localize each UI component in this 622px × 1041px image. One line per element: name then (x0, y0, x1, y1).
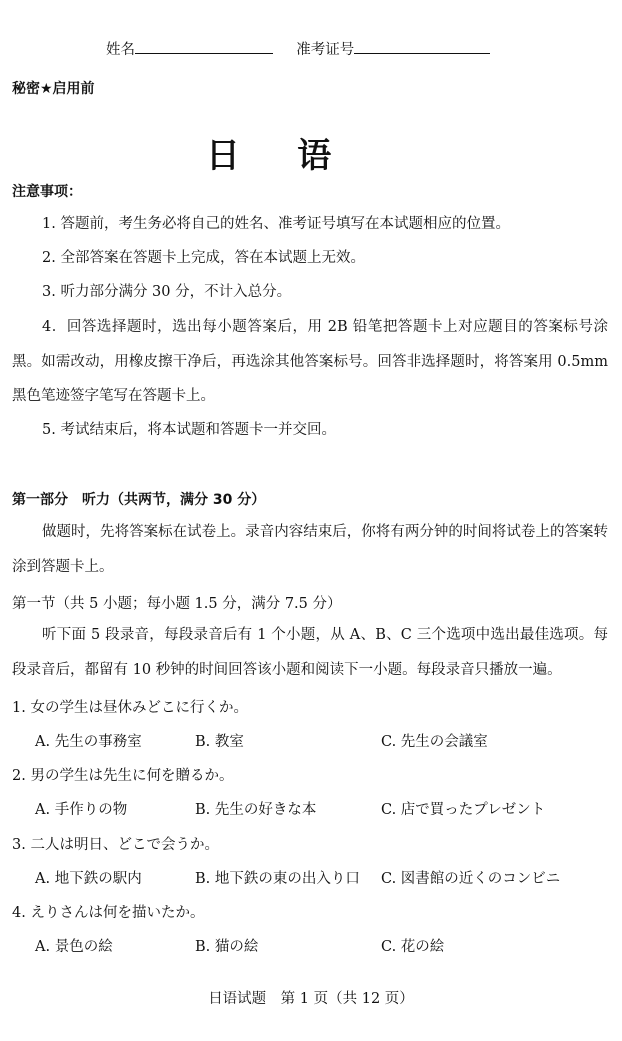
name-label: 姓名 (106, 42, 135, 58)
page-footer: 日语试题 第 1 页（共 12 页） (208, 991, 414, 1007)
question-2-option-b: B. 先生の好きな本 (195, 802, 317, 818)
confidential-label: 秘密★启用前 (12, 81, 95, 97)
question-3-option-a: A. 地下鉄の駅内 (35, 871, 142, 887)
name-blank (135, 39, 273, 54)
question-4-option-a: A. 景色の絵 (35, 939, 113, 955)
question-4-stem: 4. えりさんは何を描いたか。 (12, 905, 205, 921)
exam-id-label: 准考证号 (296, 42, 355, 58)
question-2-option-a: A. 手作りの物 (35, 802, 128, 818)
question-1-option-a: A. 先生の事務室 (35, 734, 142, 750)
question-4-option-c: C. 花の絵 (381, 939, 445, 955)
part1-intro: 做题时，先将答案标在试卷上。录音内容结束后，你将有两分钟的时间将试卷上的答案转涂到答题卡上。 (12, 524, 608, 575)
question-1-option-c: C. 先生の会議室 (381, 734, 488, 750)
notice-item-5: 5. 考试结束后，将本试题和答题卡一并交回。 (42, 422, 336, 438)
question-4-option-b: B. 猫の絵 (195, 939, 259, 955)
question-3-stem: 3. 二人は明日、どこで会うか。 (12, 837, 219, 853)
notice-item-4: 4．回答选择题时，选出每小题答案后，用 2B 铅笔把答题卡上对应题目的答案标号涂黑。如需改动，用橡皮擦干净后，再选涂其他答案标号。回答非选择题时，将答案用 0.5mm 黑色笔迹签字笔写在答题卡上。 (12, 319, 608, 404)
question-1-option-b: B. 教室 (195, 734, 244, 750)
question-3-option-b: B. 地下鉄の東の出入り口 (195, 871, 360, 887)
section1-intro: 听下面 5 段录音，每段录音后有 1 个小题，从 A、B、C 三个选项中选出最佳选项。每段录音后，都留有 10 秒钟的时间回答该小题和阅读下一小题。每段录音只播放一遍。 (12, 627, 608, 678)
exam-id-blank (354, 39, 490, 54)
question-2-stem: 2. 男の学生は先生に何を贈るか。 (12, 768, 234, 784)
question-3-option-c: C. 図書館の近くのコンビニ (381, 871, 561, 887)
notice-item-1: 1. 答题前，考生务必将自己的姓名、准考证号填写在本试题相应的位置。 (42, 216, 510, 232)
title-char-1: 日 (206, 136, 240, 176)
part1-heading: 第一部分 听力（共两节，满分 30 分） (12, 492, 266, 508)
candidate-info-line (106, 38, 490, 59)
title-char-2: 语 (297, 136, 332, 176)
notice-heading: 注意事项： (12, 184, 82, 200)
section1-heading: 第一节（共 5 小题；每小题 1.5 分，满分 7.5 分） (12, 596, 342, 612)
question-1-stem: 1. 女の学生は昼休みどこに行くか。 (12, 700, 248, 716)
page-title (206, 128, 331, 177)
notice-item-2: 2. 全部答案在答题卡上完成，答在本试题上无效。 (42, 250, 365, 266)
notice-item-3: 3. 听力部分满分 30 分，不计入总分。 (42, 284, 292, 300)
question-2-option-c: C. 店で買ったプレゼント (381, 802, 546, 818)
